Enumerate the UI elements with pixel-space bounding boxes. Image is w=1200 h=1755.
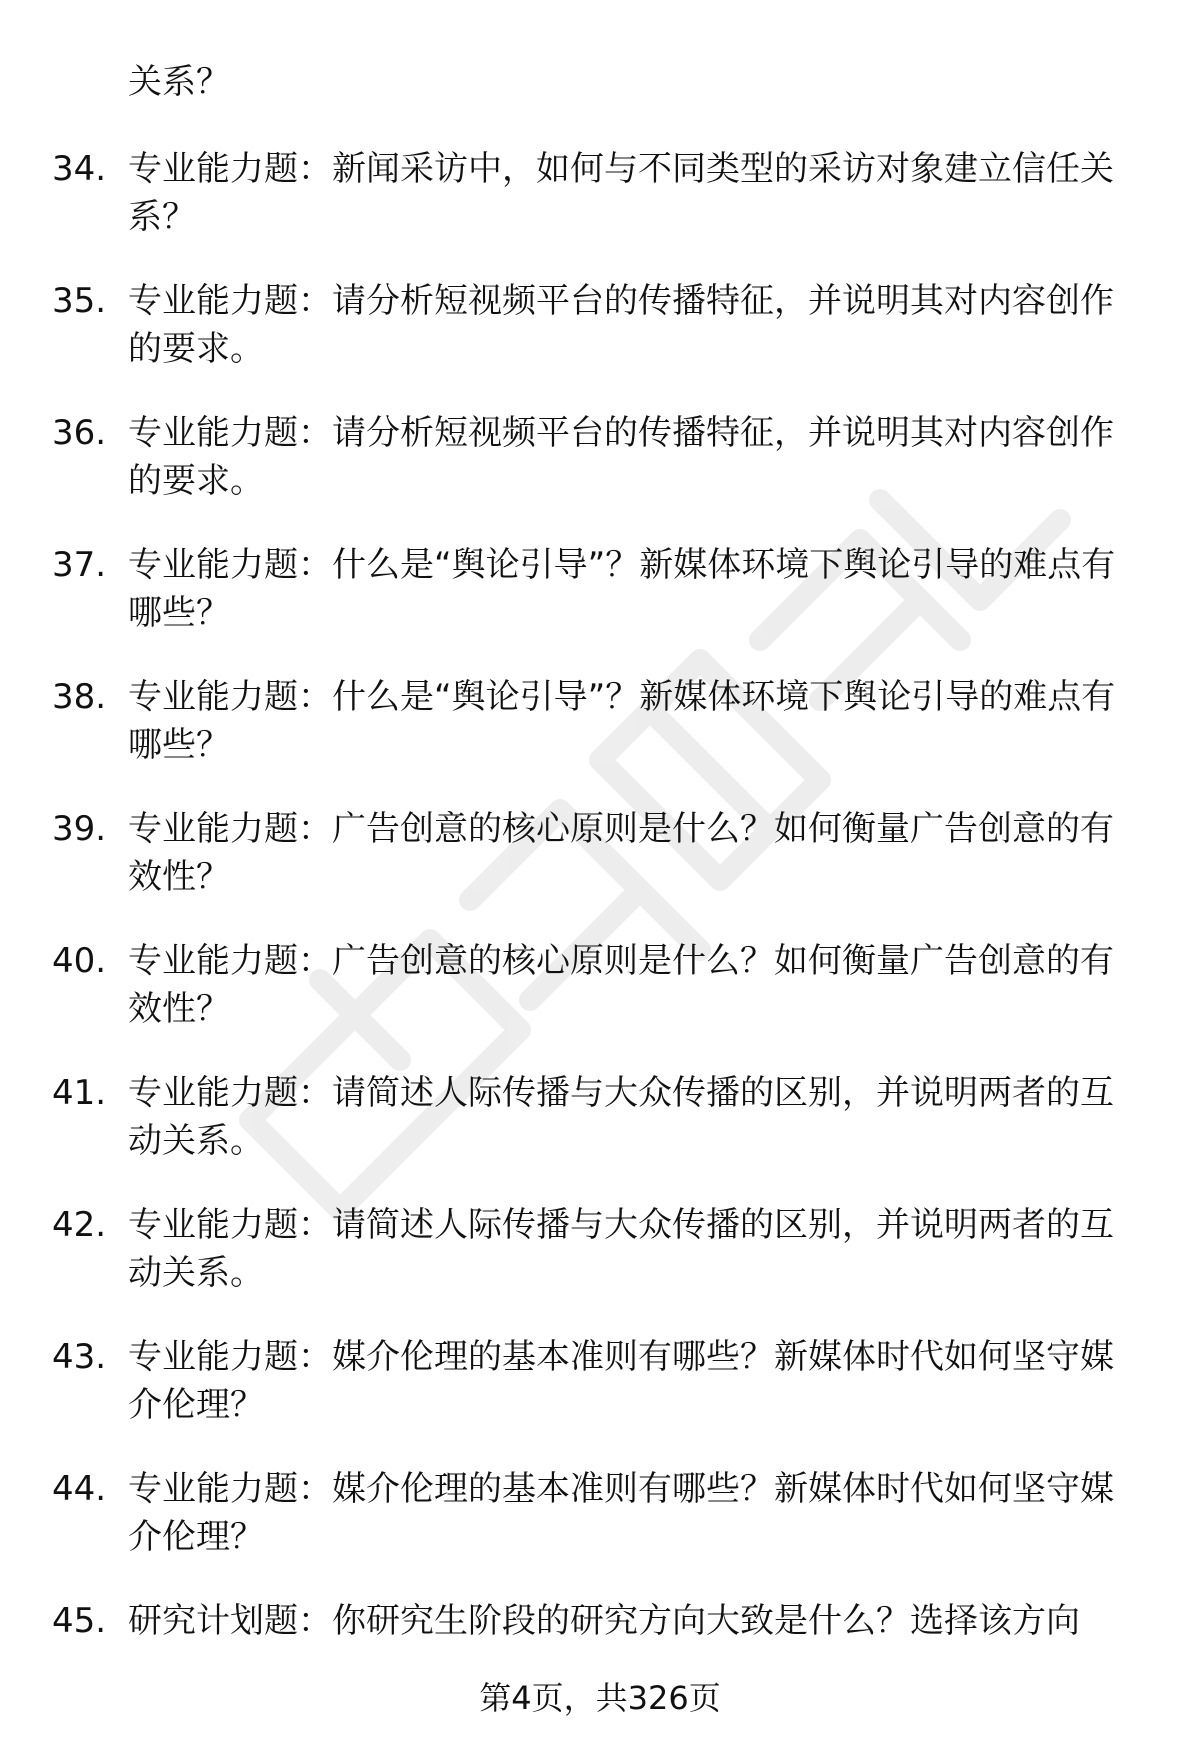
question-item	[0, 277, 1200, 409]
page-footer: 第4页，共326页	[479, 1679, 721, 1717]
question-number: 44.	[52, 1469, 107, 1509]
question-number: 43.	[52, 1337, 107, 1377]
question-item	[0, 673, 1200, 805]
question-text: 专业能力题：广告创意的核心原则是什么？如何衡量广告创意的有效性？	[128, 941, 1114, 1029]
question-item	[0, 541, 1200, 673]
question-text: 专业能力题：什么是“舆论引导”？新媒体环境下舆论引导的难点有哪些？	[128, 545, 1116, 633]
question-item	[0, 1201, 1200, 1333]
question-item	[0, 1465, 1200, 1597]
question-item	[0, 805, 1200, 937]
question-list	[0, 145, 1200, 1729]
question-number: 42.	[52, 1205, 107, 1245]
question-number: 41.	[52, 1073, 107, 1113]
continuation-text: 关系？	[128, 62, 230, 102]
question-number: 45.	[52, 1601, 107, 1641]
question-number: 35.	[52, 281, 107, 321]
question-item	[0, 409, 1200, 541]
question-number: 38.	[52, 677, 107, 717]
question-number: 39.	[52, 809, 107, 849]
question-number: 40.	[52, 941, 107, 981]
question-text: 专业能力题：媒介伦理的基本准则有哪些？新媒体时代如何坚守媒介伦理？	[128, 1337, 1114, 1425]
question-item	[0, 937, 1200, 1069]
question-item	[0, 1069, 1200, 1201]
question-text: 专业能力题：媒介伦理的基本准则有哪些？新媒体时代如何坚守媒介伦理？	[128, 1469, 1114, 1557]
question-number: 36.	[52, 413, 107, 453]
question-text: 专业能力题：广告创意的核心原则是什么？如何衡量广告创意的有效性？	[128, 809, 1114, 897]
question-item	[0, 145, 1200, 277]
question-item	[0, 1333, 1200, 1465]
question-text: 专业能力题：请分析短视频平台的传播特征，并说明其对内容创作的要求。	[128, 413, 1114, 501]
question-number: 34.	[52, 149, 107, 189]
question-text: 专业能力题：请分析短视频平台的传播特征，并说明其对内容创作的要求。	[128, 281, 1114, 369]
question-text: 专业能力题：什么是“舆论引导”？新媒体环境下舆论引导的难点有哪些？	[128, 677, 1116, 765]
question-text: 专业能力题：新闻采访中，如何与不同类型的采访对象建立信任关系？	[128, 149, 1114, 237]
question-text: 专业能力题：请简述人际传播与大众传播的区别，并说明两者的互动关系。	[128, 1073, 1114, 1161]
question-text: 研究计划题：你研究生阶段的研究方向大致是什么？选择该方向	[128, 1601, 1080, 1641]
question-number: 37.	[52, 545, 107, 585]
question-text: 专业能力题：请简述人际传播与大众传播的区别，并说明两者的互动关系。	[128, 1205, 1114, 1293]
